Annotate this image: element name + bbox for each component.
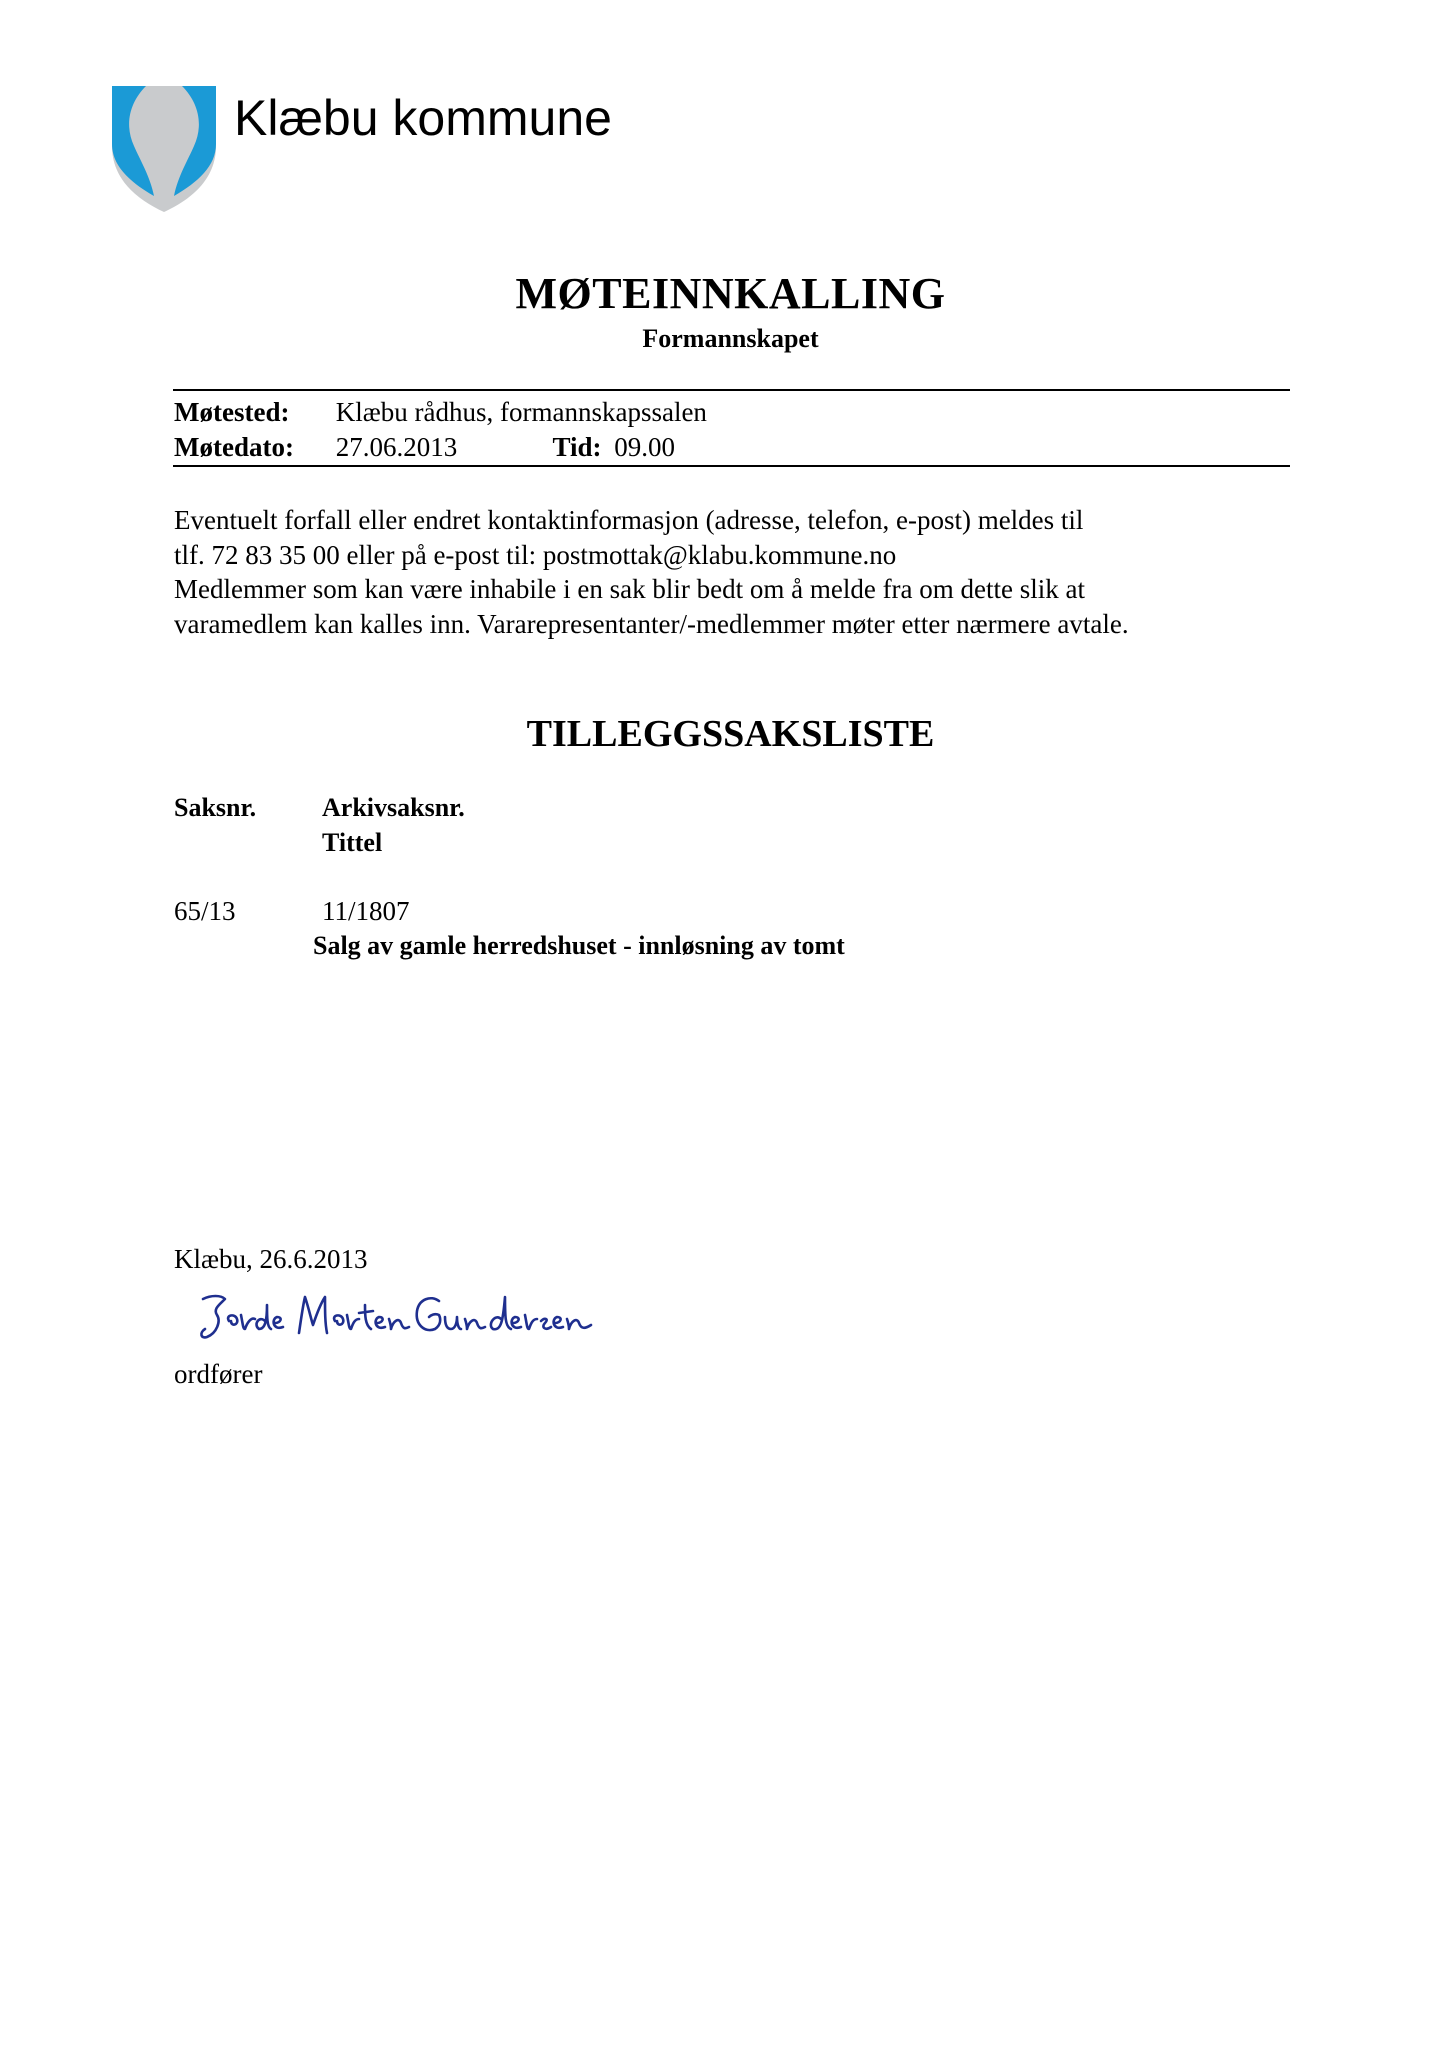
meeting-date-label: Møtedato: <box>174 432 294 462</box>
header-case-number: Saksnr. <box>174 793 257 822</box>
handwritten-signature <box>195 1285 595 1355</box>
municipality-shield-logo <box>110 84 218 214</box>
divider-top <box>173 389 1290 391</box>
meeting-time-label: Tid: <box>552 432 602 462</box>
signatory-role: ordfører <box>174 1359 263 1389</box>
divider-bottom <box>173 465 1290 467</box>
notice-line: Eventuelt forfall eller endret kontaktinformasjon (adresse, telefon, e-post) meldes til <box>174 505 1084 535</box>
header-archive-number: Arkivsaksnr. <box>322 793 465 822</box>
notice-text <box>174 503 1294 641</box>
archive-number: 11/1807 <box>322 896 410 926</box>
meeting-time-value: 09.00 <box>614 432 676 462</box>
header-title: Tittel <box>322 828 383 857</box>
notice-line: Medlemmer som kan være inhabile i en sak blir bedt om å melde fra om dette slik at <box>174 574 1085 604</box>
meeting-place-value: Klæbu rådhus, formannskapssalen <box>335 397 707 427</box>
meeting-place-row <box>174 395 707 429</box>
place-and-date: Klæbu, 26.6.2013 <box>174 1244 368 1274</box>
notice-line: varamedlem kan kalles inn. Vararepresentanter/-medlemmer møter etter nærmere avtale. <box>174 608 1129 639</box>
notice-line: tlf. 72 83 35 00 eller på e-post til: postmottak@klabu.kommune.no <box>174 539 897 570</box>
case-list-title: TILLEGGSSAKSLISTE <box>526 713 935 755</box>
meeting-date-value: 27.06.2013 <box>335 432 458 462</box>
case-title: Salg av gamle herredshuset - innløsning av tomt <box>313 931 845 960</box>
meeting-place-label: Møtested: <box>174 397 290 427</box>
case-number: 65/13 <box>174 896 236 926</box>
municipality-name: Klæbu kommune <box>234 90 612 146</box>
committee-name: Formannskapet <box>642 324 819 353</box>
document-title: MØTEINNKALLING <box>515 269 946 318</box>
meeting-date-row <box>174 430 675 464</box>
